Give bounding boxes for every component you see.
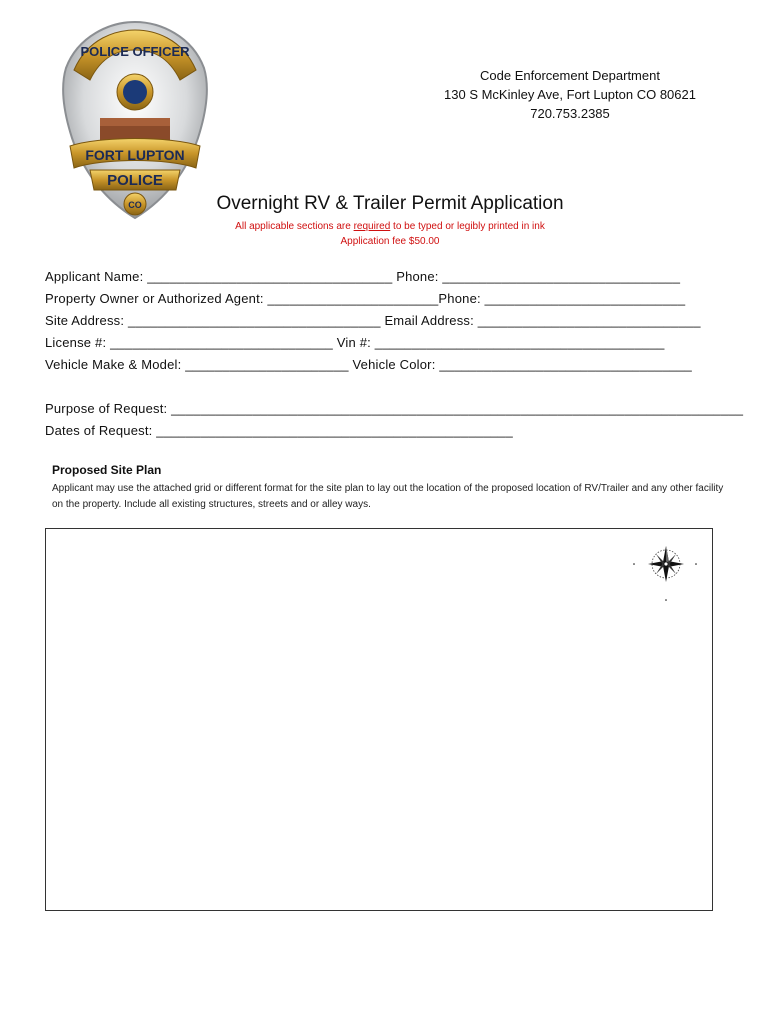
application-fee: Application fee $50.00 [340, 236, 440, 247]
property-owner-field[interactable]: Property Owner or Authorized Agent: _______________________Phone: ___________________________ [45, 291, 686, 306]
requirements-note [150, 219, 630, 249]
vehicle-field[interactable]: Vehicle Make & Model: ______________________ Vehicle Color: __________________________________ [45, 357, 692, 372]
purpose-field[interactable]: Purpose of Request: _____________________________________________________________________________ [45, 401, 744, 416]
site-plan-instructions: Applicant may use the attached grid or different format for the site plan to lay out the location of the proposed location of RV/Trailer and any other facility on the property. Include all existing structures, streets and or alley ways. [52, 483, 724, 510]
badge-bottom-text: POLICE [107, 172, 163, 189]
department-name: Code Enforcement Department [480, 68, 660, 83]
compass-rose-icon [632, 538, 700, 606]
applicant-name-field[interactable]: Applicant Name: _________________________________ Phone: ________________________________ [45, 269, 681, 284]
requirements-line [150, 219, 630, 234]
badge-banner-text: FORT LUPTON [85, 147, 185, 163]
department-phone: 720.753.2385 [530, 106, 610, 121]
requirements-prefix: All applicable sections are [235, 221, 354, 232]
requirements-emphasis: required [353, 221, 391, 232]
badge-state-text: CO [128, 200, 142, 210]
site-address-field[interactable]: Site Address: __________________________________ Email Address: ______________________________ [45, 313, 701, 328]
form-title: Overnight RV & Trailer Permit Application [216, 193, 564, 214]
department-header [380, 66, 760, 123]
site-plan-title: Proposed Site Plan [52, 463, 162, 477]
site-plan-drawing-area[interactable] [45, 528, 713, 911]
requirements-suffix: to be typed or legibly printed in ink [390, 221, 545, 232]
badge-top-text: POLICE OFFICER [80, 44, 190, 59]
department-address: 130 S McKinley Ave, Fort Lupton CO 80621 [444, 87, 696, 102]
license-field[interactable]: License #: ______________________________ Vin #: _______________________________________ [45, 335, 665, 350]
dates-field[interactable]: Dates of Request: ________________________________________________ [45, 423, 513, 438]
